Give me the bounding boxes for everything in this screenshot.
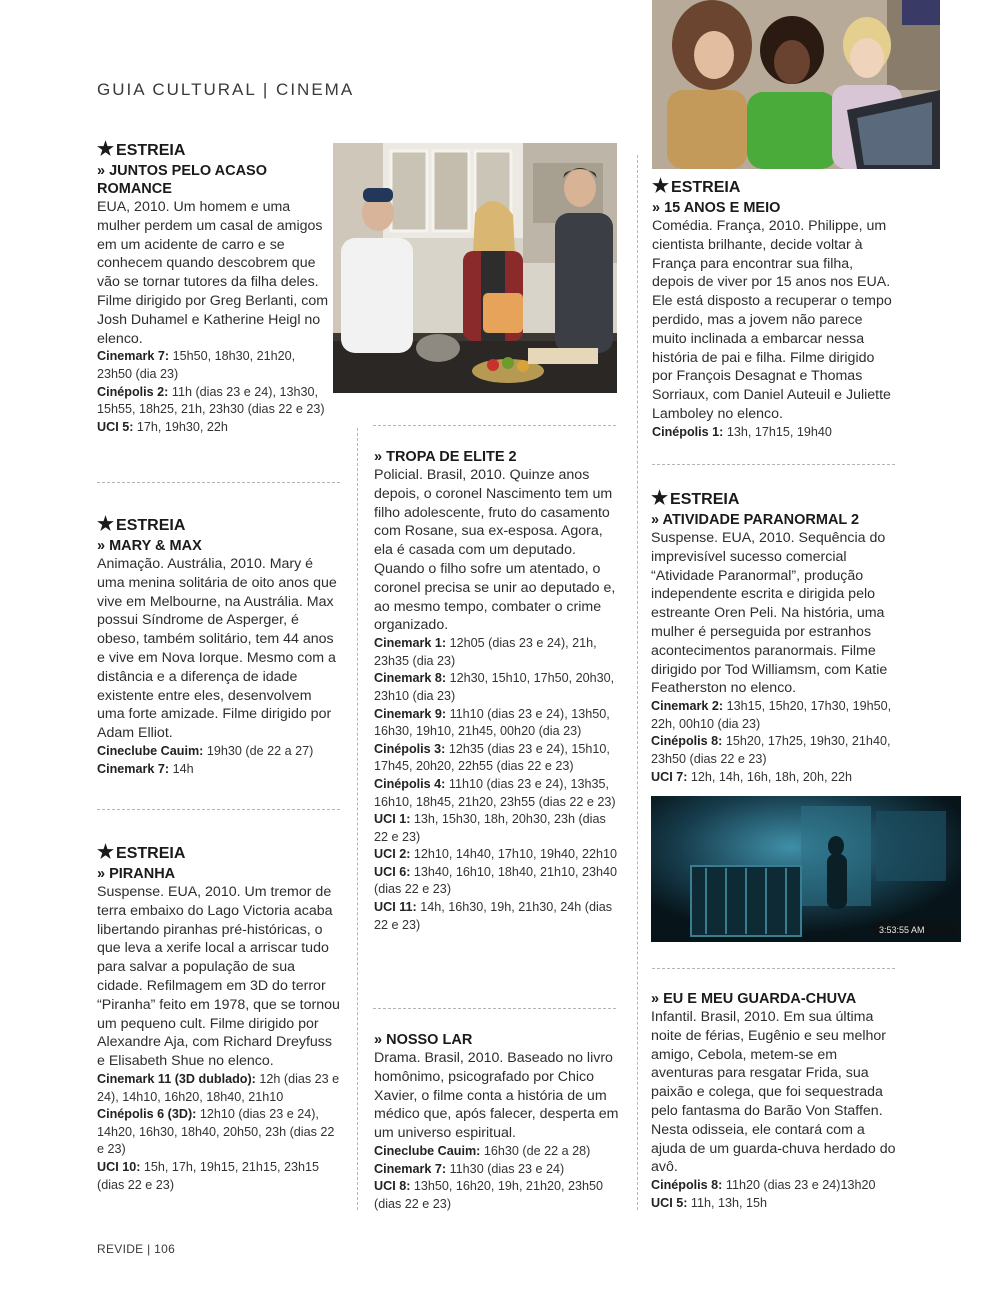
separator-col2-1 (373, 425, 616, 426)
photo-kitchen-scene (333, 143, 617, 393)
session-item: Cinemark 2: 13h15, 15h20, 17h30, 19h50, 22h, 00h10 (dia 23) (651, 699, 892, 731)
session-item: Cinemark 7: 14h (97, 761, 194, 776)
session-list (97, 348, 329, 436)
session-list (97, 743, 342, 778)
session-item: Cinépolis 8: 11h20 (dias 23 e 24)13h20 (651, 1178, 876, 1193)
movie-title: » EU E MEU GUARDA-CHUVA (651, 991, 857, 1007)
movie-entry-atividade-paranormal-2 (651, 488, 896, 786)
session-item: UCI 8: 13h50, 16h20, 19h, 21h20, 23h50 (dias 22 e 23) (374, 1179, 603, 1211)
kitchen-illustration (333, 143, 617, 393)
session-list (374, 635, 619, 934)
separator-col2-2 (373, 1008, 616, 1009)
star-icon: ★ (652, 176, 670, 197)
section-header: GUIA CULTURAL | CINEMA (97, 80, 355, 99)
movie-title: » 15 ANOS E MEIO (652, 200, 781, 216)
movie-description: Comédia. França, 2010. Philippe, um cientista brilhante, decide voltar à França para encontrar sua filha, depois de viver por 15 anos nos EUA. Ele está disposto a recuperar o tempo perdido, mas a jovem não parece muito inclinada a embarcar nessa história de pai e filha. Filme dirigido por François Desagnat e Thomas Sorriaux, com Daniel Auteuil e Juliette Lamboley no elenco. (652, 218, 892, 422)
session-item: Cinemark 7: 15h50, 18h30, 21h20, 23h50 (dia 23) (97, 349, 296, 381)
estreia-badge: ★ ESTREIA (652, 176, 741, 197)
page-footer: REVIDE | 106 (97, 1242, 176, 1256)
star-icon: ★ (97, 139, 115, 160)
session-item: Cinemark 9: 11h10 (dias 23 e 24), 13h50, 16h30, 19h10, 21h45, 00h20 (dia 23) (374, 706, 610, 739)
movie-title: » JUNTOS PELO ACASO ROMANCE (97, 163, 268, 197)
estreia-badge: ★ ESTREIA (651, 488, 740, 509)
session-item: Cinépolis 2: 11h (dias 23 e 24), 13h30, 15h55, 18h25, 21h, 23h30 (dias 22 e 23) (97, 384, 325, 417)
session-item: Cinépolis 8: 15h20, 17h25, 19h30, 21h40, 23h50 (dias 22 e 23) (651, 734, 891, 766)
star-icon: ★ (651, 488, 669, 509)
session-list (97, 1071, 342, 1194)
session-item: Cineclube Cauim: 16h30 (de 22 a 28) (374, 1143, 591, 1158)
movie-title: » PIRANHA (97, 866, 176, 882)
session-item: Cinépolis 3: 12h35 (dias 23 e 24), 15h10, 17h45, 20h20, 22h55 (dias 22 e 23) (374, 741, 610, 774)
movie-description: EUA, 2010. Um homem e uma mulher perdem um casal de amigos em um acidente de carro e se conhecem quando descobrem que vão se tornar tutores da filha deles. Filme dirigido por Greg Berlanti, com Josh Duhamel e Katherine Heigl no elenco. (97, 199, 329, 347)
session-item: UCI 5: 17h, 19h30, 22h (97, 419, 228, 434)
session-item: UCI 10: 15h, 17h, 19h15, 21h15, 23h15 (dias 22 e 23) (97, 1159, 319, 1192)
movie-entry-15-anos-e-meio (652, 176, 897, 441)
session-list (651, 698, 896, 786)
session-item: Cinépolis 4: 11h10 (dias 23 e 24), 13h35, 16h10, 18h45, 21h20, 23h55 (dias 22 e 23) (374, 776, 616, 809)
session-item: Cinépolis 6 (3D): 12h10 (dias 23 e 24), 14h20, 16h30, 18h40, 20h50, 23h (dias 22 e 23) (97, 1107, 335, 1157)
movie-title: » TROPA DE ELITE 2 (374, 449, 517, 465)
separator-col1-1 (97, 482, 340, 483)
movie-title: » NOSSO LAR (374, 1032, 473, 1048)
separator-col1-2 (97, 809, 340, 810)
girls-computer-illustration (652, 0, 940, 169)
session-item: Cinemark 8: 12h30, 15h10, 17h50, 20h30, 23h10 (dia 23) (374, 671, 615, 703)
photo-paranormal-night (651, 796, 961, 942)
column-divider-2 (637, 155, 638, 1210)
session-item: Cinemark 11 (3D dublado): 12h (dias 23 e 24), 14h10, 16h20, 18h40, 21h10 (97, 1071, 340, 1104)
session-item: UCI 6: 13h40, 16h10, 18h40, 21h10, 23h40 (dias 22 e 23) (374, 864, 617, 897)
session-item: UCI 1: 13h, 15h30, 18h, 20h30, 23h (dias 22 e 23) (374, 812, 606, 844)
movie-entry-mary-max (97, 514, 342, 778)
movie-description: Policial. Brasil, 2010. Quinze anos depois, o coronel Nascimento tem um filho adolescente, fruto do casamento com Rosane, sua ex-esposa. Agora, ela é casada com um deputado. Quando o filho sofre um atentado, o coronel precisa se unir ao deputado e, ao mesmo tempo, combater o crime organizado. (374, 467, 616, 634)
paranormal-timestamp: 3:53:55 AM (879, 925, 925, 935)
movie-description: Drama. Brasil, 2010. Baseado no livro homônimo, psicografado por Chico Xavier, o filme conta a história de um médico que, após falecer, desperta em um universo espiritual. (374, 1050, 619, 1142)
photo-girls-computer (652, 0, 940, 169)
session-item: Cineclube Cauim: 19h30 (de 22 a 27) (97, 743, 314, 758)
movie-title: » MARY & MAX (97, 538, 202, 554)
movie-entry-nosso-lar (374, 1031, 619, 1213)
movie-description: Animação. Austrália, 2010. Mary é uma menina solitária de oito anos que vive em Melbourne, na Austrália. Max possui Síndrome de Asperger, é obeso, também solitário, tem 44 anos e vive em Nova Iorque. Mesmo com a distância e a diferença de idade existente entre eles, desenvolvem uma forte amizade. Filme dirigido por Adam Elliot. (97, 556, 337, 742)
estreia-badge: ★ ESTREIA (97, 514, 186, 535)
estreia-badge: ★ ESTREIA (97, 842, 186, 863)
session-item: UCI 11: 14h, 16h30, 19h, 21h30, 24h (dias 22 e 23) (374, 900, 613, 932)
session-item: UCI 7: 12h, 14h, 16h, 18h, 20h, 22h (651, 769, 852, 784)
movie-description: Suspense. EUA, 2010. Sequência do imprevisível sucesso comercial “Atividade Paranormal”, produção independente escrita e dirigida pelo estreante Oren Peli. Na história, uma mulher é perseguida por estranhos acontecimentos paranormais. Filme dirigido por Tod Williamsm, com Katie Featherston no elenco. (651, 530, 888, 697)
separator-col3-1 (652, 464, 895, 465)
movie-entry-piranha (97, 842, 342, 1194)
session-list (651, 1177, 899, 1212)
session-list (652, 424, 897, 442)
column-divider-1 (357, 428, 358, 1210)
movie-entry-tropa-de-elite-2 (374, 448, 619, 934)
movie-description: Infantil. Brasil, 2010. Em sua última noite de férias, Eugênio e seu melhor amigo, Cebola, metem-se em aventuras para resgatar Frida, sua paixão e colega, que foi sequestrada pelo fantasma do Barão Von Staffen. Nesta odisseia, ele contará com a ajuda de um guarda-chuva herdado do avô. (651, 1009, 896, 1176)
movie-title: » ATIVIDADE PARANORMAL 2 (651, 512, 860, 528)
star-icon: ★ (97, 514, 115, 535)
session-item: UCI 5: 11h, 13h, 15h (651, 1195, 767, 1210)
session-item: Cinemark 1: 12h05 (dias 23 e 24), 21h, 23h35 (dia 23) (374, 636, 597, 668)
separator-col3-2 (652, 968, 895, 969)
session-item: Cinépolis 1: 13h, 17h15, 19h40 (652, 424, 832, 439)
star-icon: ★ (97, 842, 115, 863)
movie-entry-juntos-pelo-acaso (97, 139, 329, 436)
movie-description: Suspense. EUA, 2010. Um tremor de terra embaixo do Lago Victoria acaba libertando piranhas pré-históricas, o que leva a xerife local a arriscar tudo para salvar a população de sua cidade. Refilmagem em 3D do terror “Piranha” feito em 1978, que se tornou um pequeno cult. Filme dirigido por Alexandre Aja, com Richard Dreyfuss e Elisabeth Shue no elenco. (97, 884, 340, 1070)
session-list (374, 1143, 619, 1213)
session-item: UCI 2: 12h10, 14h40, 17h10, 19h40, 22h10 (374, 847, 617, 862)
session-item: Cinemark 7: 11h30 (dias 23 e 24) (374, 1161, 565, 1176)
paranormal-illustration (651, 796, 961, 942)
estreia-badge: ★ ESTREIA (97, 139, 186, 160)
movie-entry-eu-e-meu-guarda-chuva (651, 990, 899, 1212)
